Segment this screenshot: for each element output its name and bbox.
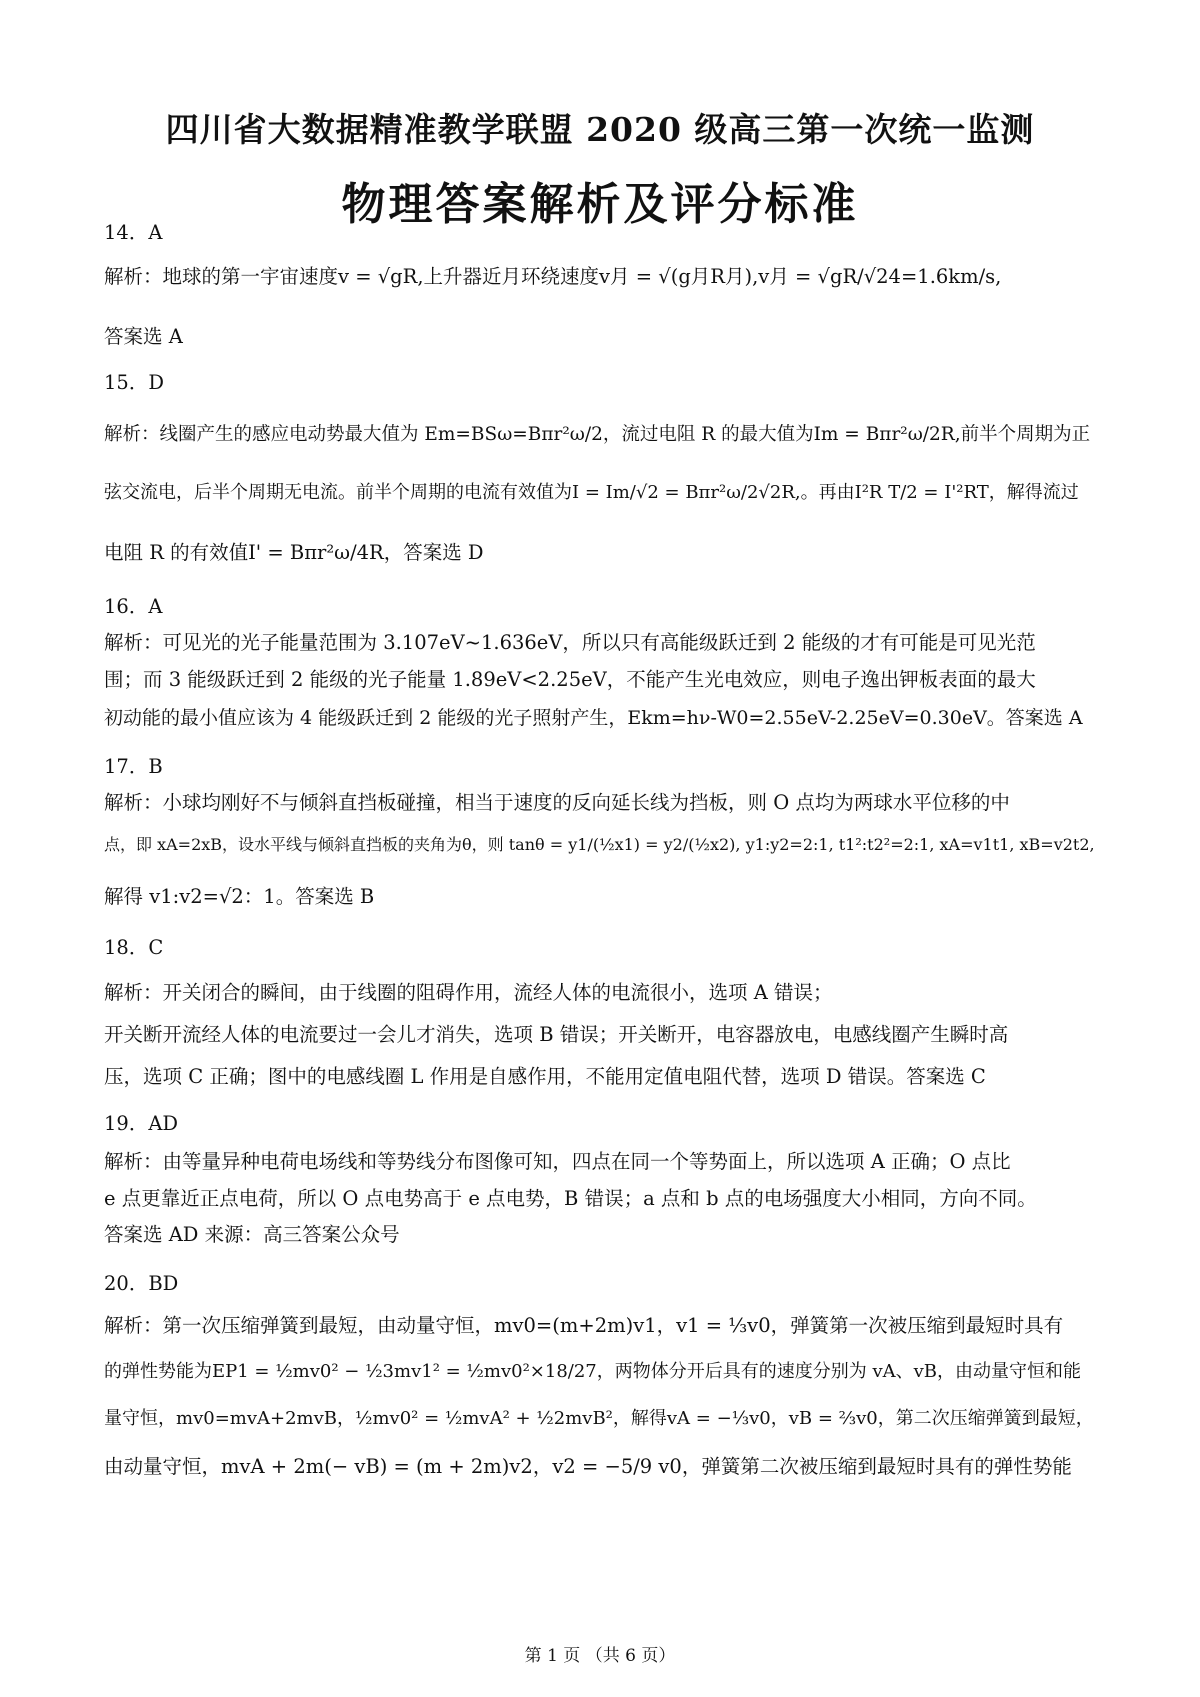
q17-analysis-line-3: 解得 v1:v2=√2：1。答案选 B (104, 885, 375, 908)
q15-analysis-line-3: 电阻 R 的有效值I' = Bπr²ω/4R，答案选 D (104, 541, 484, 564)
q18-analysis-line-3: 压，选项 C 正确；图中的电感线圈 L 作用是自感作用，不能用定值电阻代替，选项 D 错误。答案选 C (104, 1065, 986, 1088)
q20-number: 20．BD (104, 1272, 179, 1295)
q18-number: 18．C (104, 936, 164, 959)
q16-number: 16．A (104, 595, 163, 618)
q15-analysis-line-1: 解析：线圈产生的感应电动势最大值为 Em=BSω=Bπr²ω/2，流过电阻 R 的最大值为Im = Bπr²ω/2R,前半个周期为正 (104, 424, 1091, 445)
q18-analysis-line-1: 解析：开关闭合的瞬间，由于线圈的阻碍作用，流经人体的电流很小，选项 A 错误； (104, 981, 833, 1004)
q17-analysis-line-1: 解析：小球均刚好不与倾斜直挡板碰撞，相当于速度的反向延长线为挡板，则 O 点均为两球水平位移的中 (104, 791, 1010, 814)
q19-number: 19．AD (104, 1112, 179, 1135)
page-number-footer: 第 1 页 （共 6 页） (524, 1646, 676, 1666)
q18-analysis-line-2: 开关断开流经人体的电流要过一会儿才消失，选项 B 错误；开关断开，电容器放电，电感线圈产生瞬时高 (104, 1023, 1009, 1046)
q14-answer: 答案选 A (104, 325, 183, 348)
q19-analysis-line-1: 解析：由等量异种电荷电场线和等势线分布图像可知，四点在同一个等势面上，所以选项 A 正确；O 点比 (104, 1150, 1011, 1173)
q15-number: 15．D (104, 371, 164, 394)
exam-title: 四川省大数据精准教学联盟 2020 级高三第一次统一监测 (165, 110, 1035, 149)
q20-analysis-line-1: 解析：第一次压缩弹簧到最短，由动量守恒，mv0=(m+2m)v1，v1 = ⅓v0，弹簧第一次被压缩到最短时具有 (104, 1314, 1064, 1337)
q20-analysis-line-4: 由动量守恒，mvA + 2m(− vB) = (m + 2m)v2，v2 = −5/9 v0，弹簧第二次被压缩到最短时具有的弹性势能 (104, 1455, 1072, 1478)
q20-analysis-line-2: 的弹性势能为EP1 = ½mv0² − ½3mv1² = ½mv0²×18/27，两物体分开后具有的速度分别为 vA、vB，由动量守恒和能 (104, 1361, 1082, 1382)
q20-analysis-line-3: 量守恒，mv0=mvA+2mvB，½mv0² = ½mvA² + ½2mvB²，解得vA = −⅓v0，vB = ⅔v0，第二次压缩弹簧到最短， (104, 1408, 1094, 1429)
document-subtitle: 物理答案解析及评分标准 (341, 179, 859, 230)
q19-analysis-line-2: e 点更靠近正点电荷，所以 O 点电势高于 e 点电势，B 错误；a 点和 b 点的电场强度大小相同，方向不同。 (104, 1187, 1037, 1210)
q15-analysis-line-2: 弦交流电，后半个周期无电流。前半个周期的电流有效值为I = Im/√2 = Bπr²ω/2√2R,。再由I²R T/2 = I'²RT，解得流过 (104, 482, 1079, 503)
q19-answer-source: 答案选 AD 来源：高三答案公众号 (104, 1223, 400, 1246)
q14-number: 14．A (104, 221, 163, 244)
q16-analysis-line-3: 初动能的最小值应该为 4 能级跃迁到 2 能级的光子照射产生，Ekm=hν-W0=2.55eV-2.25eV=0.30eV。答案选 A (104, 707, 1083, 729)
q17-number: 17．B (104, 755, 163, 778)
q16-analysis-line-1: 解析：可见光的光子能量范围为 3.107eV~1.636eV，所以只有高能级跃迁到 2 能级的才有可能是可见光范 (104, 631, 1036, 654)
q17-analysis-line-2: 点，即 xA=2xB，设水平线与倾斜直挡板的夹角为θ，则 tanθ = y1/(½x1) = y2/(½x2), y1:y2=2:1, t1²:t2²=2:1, xA=v1t1, xB=v2t2, (104, 835, 1095, 854)
q16-analysis-line-2: 围；而 3 能级跃迁到 2 能级的光子能量 1.89eV<2.25eV，不能产生光电效应，则电子逸出钾板表面的最大 (104, 668, 1036, 691)
q14-analysis-line-1: 解析：地球的第一宇宙速度v = √gR,上升器近月环绕速度v月 = √(g月R月),v月 = √gR/√24=1.6km/s, (104, 265, 1002, 288)
